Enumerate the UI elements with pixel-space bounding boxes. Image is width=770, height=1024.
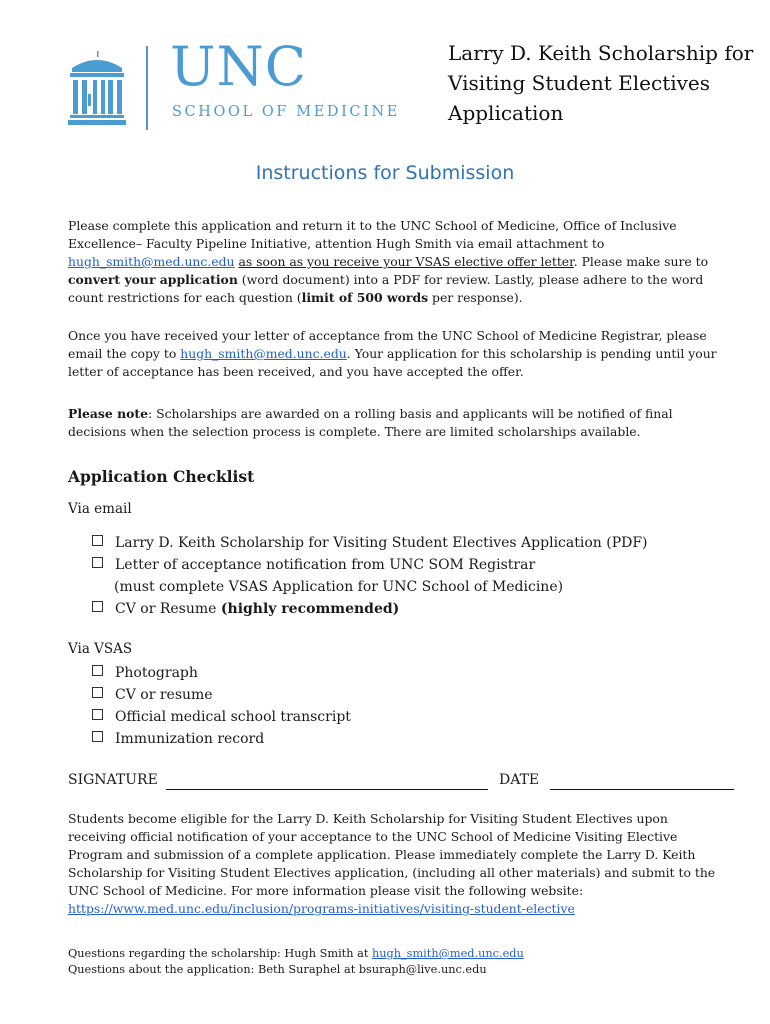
website-link[interactable]: https://www.med.unc.edu/inclusion/programs-initiatives/visiting-student-elective [68,901,575,916]
document-title [448,38,758,128]
logo-school-text: SCHOOL OF MEDICINE [172,104,400,120]
title-line-2: Visiting Student Electives [448,71,711,95]
checkbox-icon[interactable] [92,687,103,698]
para1-bold-2: limit of 500 words [301,290,429,305]
para2-text: Once you have received your letter of acceptance from the UNC School of Medicine Registrar, please email the copy to [68,328,707,361]
checkbox-icon[interactable] [92,665,103,676]
checkbox-icon[interactable] [92,731,103,742]
checklist-heading: Application Checklist [68,467,255,486]
checklist-item[interactable]: Immunization record [92,728,351,750]
signature-label: SIGNATURE [68,772,158,788]
para1-text: Please complete this application and return it to the UNC School of Medicine, Office of Inclusive Excellence– Faculty Pipeline Initiative, attention Hugh Smith via email attachment to [68,218,677,251]
para1-text-2: . Please make sure to [573,254,709,269]
email-link[interactable]: hugh_smith@med.unc.edu [180,346,347,361]
para1-underlined: as soon as you receive your VSAS elective offer letter [238,254,574,269]
note-paragraph [68,405,728,441]
checklist-item-continuation: (must complete VSAS Application for UNC School of Medicine) [114,579,564,595]
checkbox-icon[interactable] [92,535,103,546]
footer-line-1: Questions regarding the scholarship: Hugh Smith at hugh_smith@med.unc.edu [68,947,524,960]
title-line-1: Larry D. Keith Scholarship for [448,41,754,65]
date-label: DATE [499,772,540,788]
footer-email-link[interactable]: hugh_smith@med.unc.edu [371,947,524,960]
logo-divider [146,46,148,130]
checklist-item[interactable]: CV or Resume (highly recommended) [92,598,648,620]
checklist-item[interactable]: Official medical school transcript [92,706,351,728]
checklist-item[interactable]: Photograph [92,662,351,684]
eligibility-text: Students become eligible for the Larry D. Keith Scholarship for Visiting Student Electives upon receiving official notification of your acceptance to the UNC School of Medicine Visiting Elective Program and submission of a complete application. Please immediately complete the Larry D. Keith Scholarship for Visiting Student Electives application, (including all other materials) and submit to the UNC School of Medicine. For more information please visit the following website: [68,811,716,898]
note-text: : Scholarships are awarded on a rolling basis and applicants will be notified of final decisions when the selection process is complete. There are limited scholarships available. [68,406,673,439]
section-title: Instructions for Submission [255,162,515,184]
instructions-paragraph [68,217,728,307]
footer-line-2: Questions about the application: Beth Suraphel at bsuraph@live.unc.edu [68,963,487,976]
para1-bold: convert your application [68,272,238,287]
date-line[interactable] [550,789,734,790]
signature-line[interactable] [166,789,488,790]
eligibility-paragraph [68,810,728,918]
checklist-item[interactable]: Larry D. Keith Scholarship for Visiting Student Electives Application (PDF) [92,532,648,554]
footer-contacts [68,946,728,978]
para1-text-4: per response). [432,290,523,305]
email-checklist [92,532,648,620]
checkbox-icon[interactable] [92,601,103,612]
via-email-label: Via email [68,501,132,517]
checklist-item[interactable]: Letter of acceptance notification from UNC SOM Registrar [92,554,648,576]
acceptance-paragraph [68,327,728,381]
logo-unc-text: UNC [170,35,308,98]
checkbox-icon[interactable] [92,709,103,720]
email-link[interactable]: hugh_smith@med.unc.edu [68,254,235,269]
old-well-logo-icon [68,50,126,125]
note-bold: Please note [68,406,148,421]
para2-text-2: . Your application for this scholarship is pending until your letter of acceptance has been received, and you have accepted the offer. [68,346,717,379]
via-vsas-label: Via VSAS [68,641,133,657]
vsas-checklist [92,662,351,750]
checkbox-icon[interactable] [92,557,103,568]
checklist-item[interactable]: CV or resume [92,684,351,706]
title-line-3: Application [448,101,564,125]
para1-text-3: (word document) into a PDF for review. Lastly, please adhere to the word count restrictions for each question ( [68,272,704,305]
signature-row [68,772,734,792]
